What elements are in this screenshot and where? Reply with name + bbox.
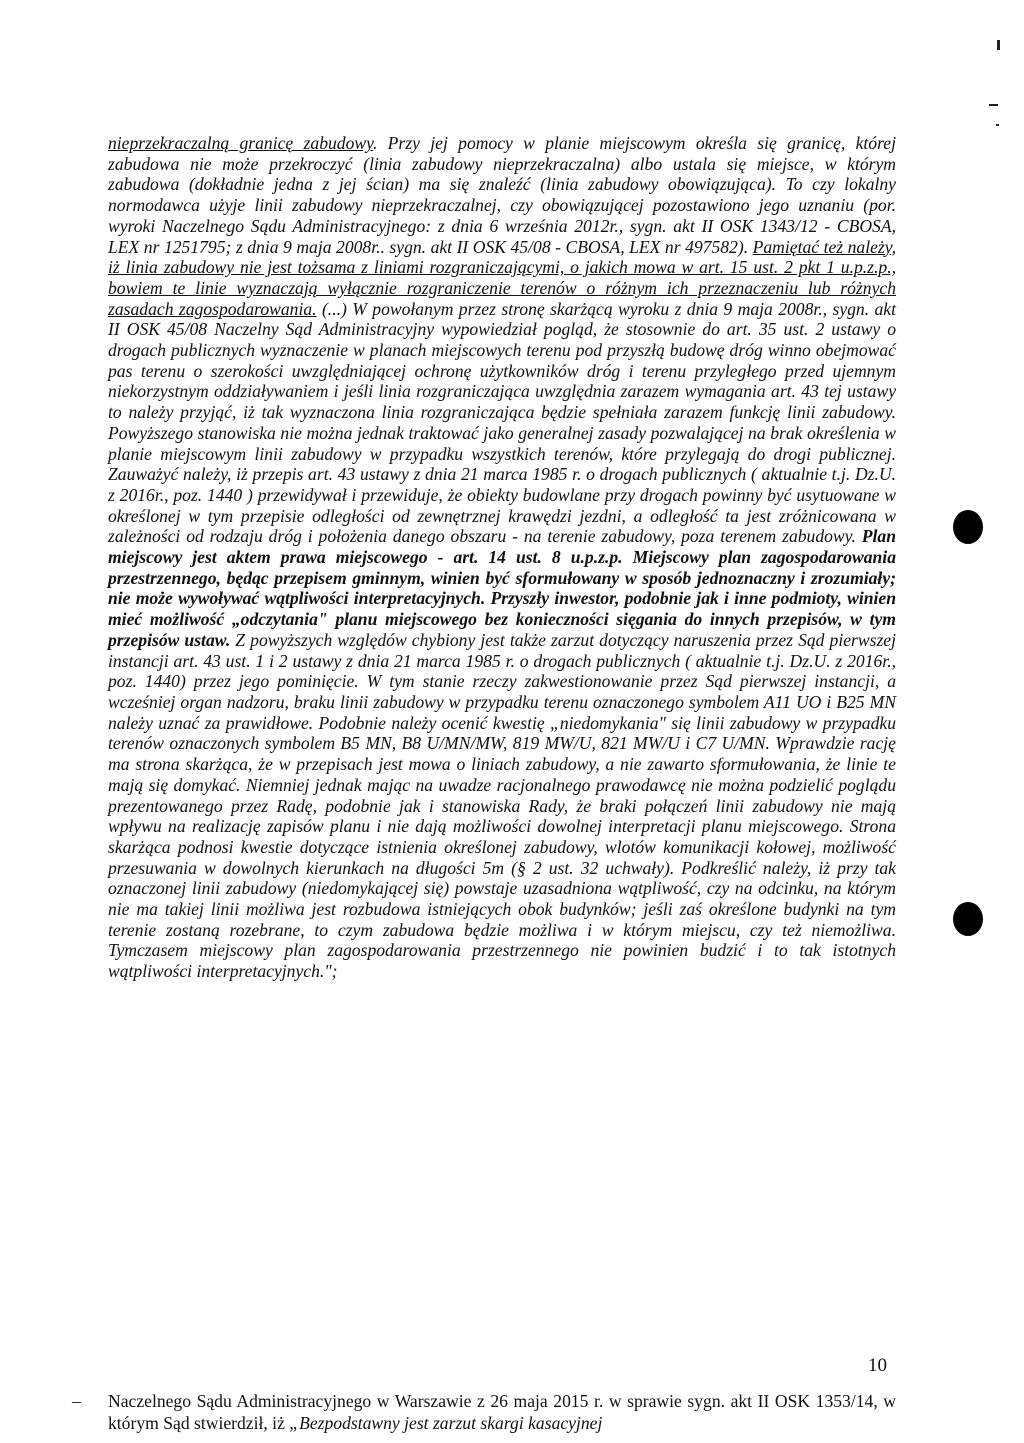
main-paragraph [108,133,896,982]
underlined-passage-demarcation-lines: Pamiętać też należy, iż linia zabudowy nie jest tożsama z liniami rozgraniczającymi, o jakich mowa w art. 15 ust. 2 pkt 1 u.p.z.p., bowiem te linie wyznaczają wyłącznie rozgraniczenie terenów o różnym ich przeznaczeniu lub różnych zasadach zagospodarowania. [108,236,896,319]
text-segment-nsa-opinion: (...) W powołanym przez stronę skarżącą wyroku z dnia 9 maja 2008r., sygn. akt II OSK 45/08 Naczelny Sąd Administracyjny wypowiedział pogląd, że stosownie do art. 35 ust. 2 ustawy o drogach publicznych wyznaczenie w planach miejscowych terenu pod przyszłą budowę dróg winno obejmować pas terenu o szerokości uwzględniającej ochronę użytkowników dróg i terenu przyległego przed ujemnym niekorzystnym oddziaływaniem i jeśli linia rozgraniczająca uwzględnia zarazem wymagania art. 43 tej ustawy to należy przyjąć, iż tak wyznaczona linia rozgraniczająca będzie spełniała zarazem funkcję linii zabudowy. Powyższego stanowiska nie można jednak traktować jako generalnej zasady pozwalającej na brak określenia w planie miejscowym linii zabudowy w przypadku wszystkich terenów, które przylegają do drogi publicznej. Zauważyć należy, iż przepis art. 43 ustawy z dnia 21 marca 1985 r. o drogach publicznych ( aktualnie t.j. Dz.U. z 2016r., poz. 1440 ) przewidywał i przewiduje, że obiekty budowlane przy drogach powinny być usytuowane w określonej w tym przepisie odległości od zewnętrznej krawędzi jezdni, a odległość ta jest zróżnicowana w zależności od rodzaju dróg i położenia danego obszaru - na terenie zabudowy, poza terenem zabudowy. [108,298,896,547]
quoted-judgment-text [108,133,896,982]
scan-speck [997,40,1000,50]
text-segment-definition: . Przy jej pomocy w planie miejscowym określa się granicę, której zabudowa nie może przekroczyć (linia zabudowy nieprzekraczalna) albo ustala się miejsce, w którym zabudowa (dokładnie jedna z jej ścian) ma się znaleźć (linia zabudowy obowiązująca). To czy lokalny normodawca użyje linii zabudowy nieprzekraczalnej, czy obowiązującej pozostawiono jego uznaniu (por. wyroki Naczelnego Sądu Administracyjnego: z dnia 6 września 2012r., sygn. akt II OSK 1343/12 - CBOSA, LEX nr 1251795; z dnia 9 maja 2008r.. sygn. akt II OSK 45/08 - CBOSA, LEX nr 497582). [108,133,896,257]
punch-hole-bottom [953,902,983,936]
scan-speck [996,124,999,126]
list-item-quote: „Bezpodstawny jest zarzut skargi kasacyjnej [289,1413,603,1433]
page-number: 10 [868,1355,887,1376]
list-item [72,1390,896,1434]
bold-passage-local-plan: Plan miejscowy jest aktem prawa miejscowego - art. 14 ust. 8 u.p.z.p. Miejscowy plan zagospodarowania przestrzennego, będąc przepisem gminnym, winien być sformułowany w sposób jednoznaczny i zrozumiały; nie może wywoływać wątpliwości interpretacyjnych. Przyszły inwestor, podobnie jak i inne podmioty, winien mieć możliwość „odczytania" planu miejscowego bez konieczności sięgania do innych przepisów, w tym przepisów ustaw. [108,526,896,650]
punch-hole-top [953,510,983,544]
text-segment-conclusion: Z powyższych względów chybiony jest także zarzut dotyczący naruszenia przez Sąd pierwszej instancji art. 43 ust. 1 i 2 ustawy z dnia 21 marca 1985 r. o drogach publicznych ( aktualnie t.j. Dz.U. z 2016r., poz. 1440) przez jego pominięcie. W tym stanie rzeczy zakwestionowanie przez Sąd pierwszej instancji, a wcześniej organ nadzoru, braku linii zabudowy w przypadku terenu oznaczonego symbolem A11 UO i B25 MN należy uznać za prawidłowe. Podobnie należy ocenić kwestię „niedomykania" się linii zabudowy w przypadku terenów oznaczonych symbolem B5 MN, B8 U/MN/MW, 819 MW/U, 821 MW/U i C7 U/MN. Wprawdzie rację ma strona skarżąca, że w przepisach jest mowa o liniach zabudowy, a nie zawarto sformułowania, że linie te mają się domykać. Niemniej jednak mając na uwadze racjonalnego prawodawcę nie można podzielić poglądu prezentowanego przez Radę, podobnie jak i stanowiska Rady, że braki połączeń linii zabudowy nie mają wpływu na realizację zapisów planu i nie dają możliwości dowolnej interpretacji planu miejscowego. Strona skarżąca podnosi kwestie dotyczące istnienia określonej zabudowy, wlotów komunikacji kołowej, możliwość przesuwania w dowolnych kierunkach na długości 5m (§ 2 ust. 32 uchwały). Podkreślić należy, iż przy tak oznaczonej linii zabudowy (niedomykającej się) powstaje uzasadniona wątpliwość, czy na odcinku, na którym nie ma takiej linii możliwa jest rozbudowa istniejących obok budynków; jeśli zaś określone budynki na tym terenie zostaną rozebrane, to czym zabudowa będzie możliwa i w którym miejscu, czy też niemożliwa. Tymczasem miejscowy plan zagospodarowania przestrzennego nie powinien budzić i to tak istotnych wątpliwości interpretacyjnych."; [108,629,896,982]
list-item-text: Naczelnego Sądu Administracyjnego w Warszawie z 26 maja 2015 r. w sprawie sygn. akt II OSK 1353/14, w którym Sąd stwierdził, iż [108,1391,896,1433]
judgment-list [72,1390,896,1434]
scan-speck [989,104,998,106]
list-dash: – [72,1391,81,1411]
underlined-phrase-building-line: nieprzekraczalną granicę zabudowy [108,133,373,153]
